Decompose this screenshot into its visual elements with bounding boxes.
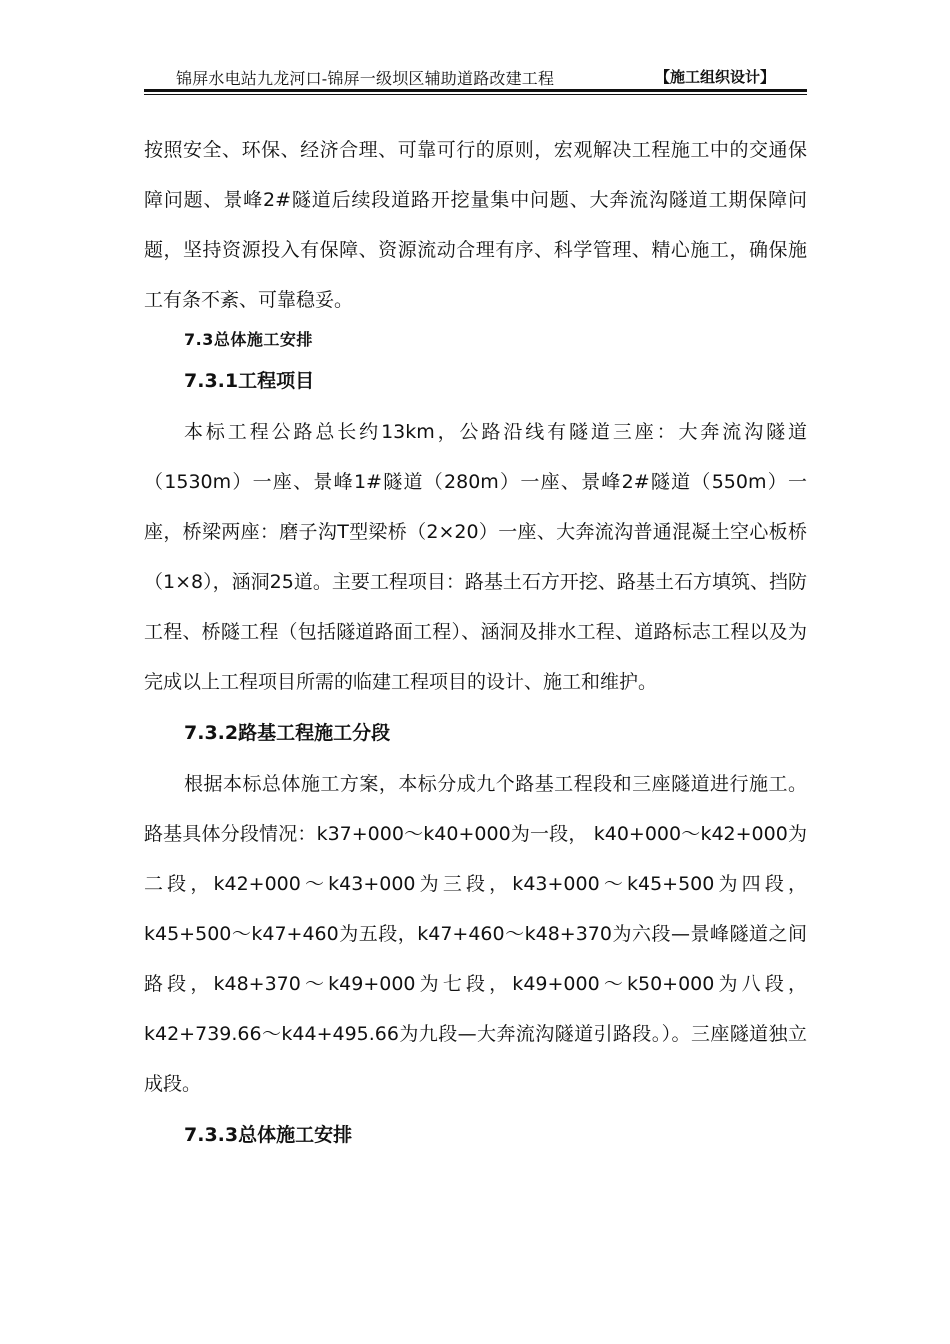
header-section-tag: 【施工组织设计】 [654,68,775,86]
header-title: 锦屏水电站九龙河口-锦屏一级坝区辅助道路改建工程 [176,69,555,88]
paragraph-principles: 按照安全、环保、经济合理、可靠可行的原则，宏观解决工程施工中的交通保障问题、景峰2#隧道后续段道路开挖量集中问题、大奔流沟隧道工期保障问题，坚持资源投入有保障、资源流动合理有序、科学管理、精心施工，确保施工有条不紊、可靠稳妥。 [144,139,807,311]
header-rule-thick [144,89,807,92]
page-header [144,62,807,96]
paragraph-roadbed-sections: 根据本标总体施工方案，本标分成九个路基工程段和三座隧道进行施工。路基具体分段情况：k37+000～k40+000为一段， k40+000～k42+000为二段，k42+000～k43+000为三段，k43+000～k45+500为四段，k45+500～k47+460为五段，k47+460～k48+370为六段—景峰隧道之间路段，k48+370～k49+000为七段，k49+000～k50+000为八段，k42+739.66～k44+495.66为九段—大奔流沟隧道引路段。）。三座隧道独立成段。 [144,773,807,1095]
section-heading-7-3: 7.3总体施工安排 [184,330,313,349]
section-heading-7-3-3: 7.3.3总体施工安排 [184,1124,353,1146]
section-heading-7-3-2: 7.3.2路基工程施工分段 [184,722,391,744]
section-heading-7-3-1: 7.3.1工程项目 [184,370,315,392]
header-rule-thin [144,94,807,95]
paragraph-project-scope: 本标工程公路总长约13km，公路沿线有隧道三座：大奔流沟隧道（1530m）一座、景峰1#隧道（280m）一座、景峰2#隧道（550m）一座，桥梁两座：磨子沟T型梁桥（2×20）一座、大奔流沟普通混凝土空心板桥（1×8），涵洞25道。主要工程项目：路基土石方开挖、路基土石方填筑、挡防工程、桥隧工程（包括隧道路面工程）、涵洞及排水工程、道路标志工程以及为完成以上工程项目所需的临建工程项目的设计、施工和维护。 [144,421,807,693]
document-body [144,125,807,1155]
